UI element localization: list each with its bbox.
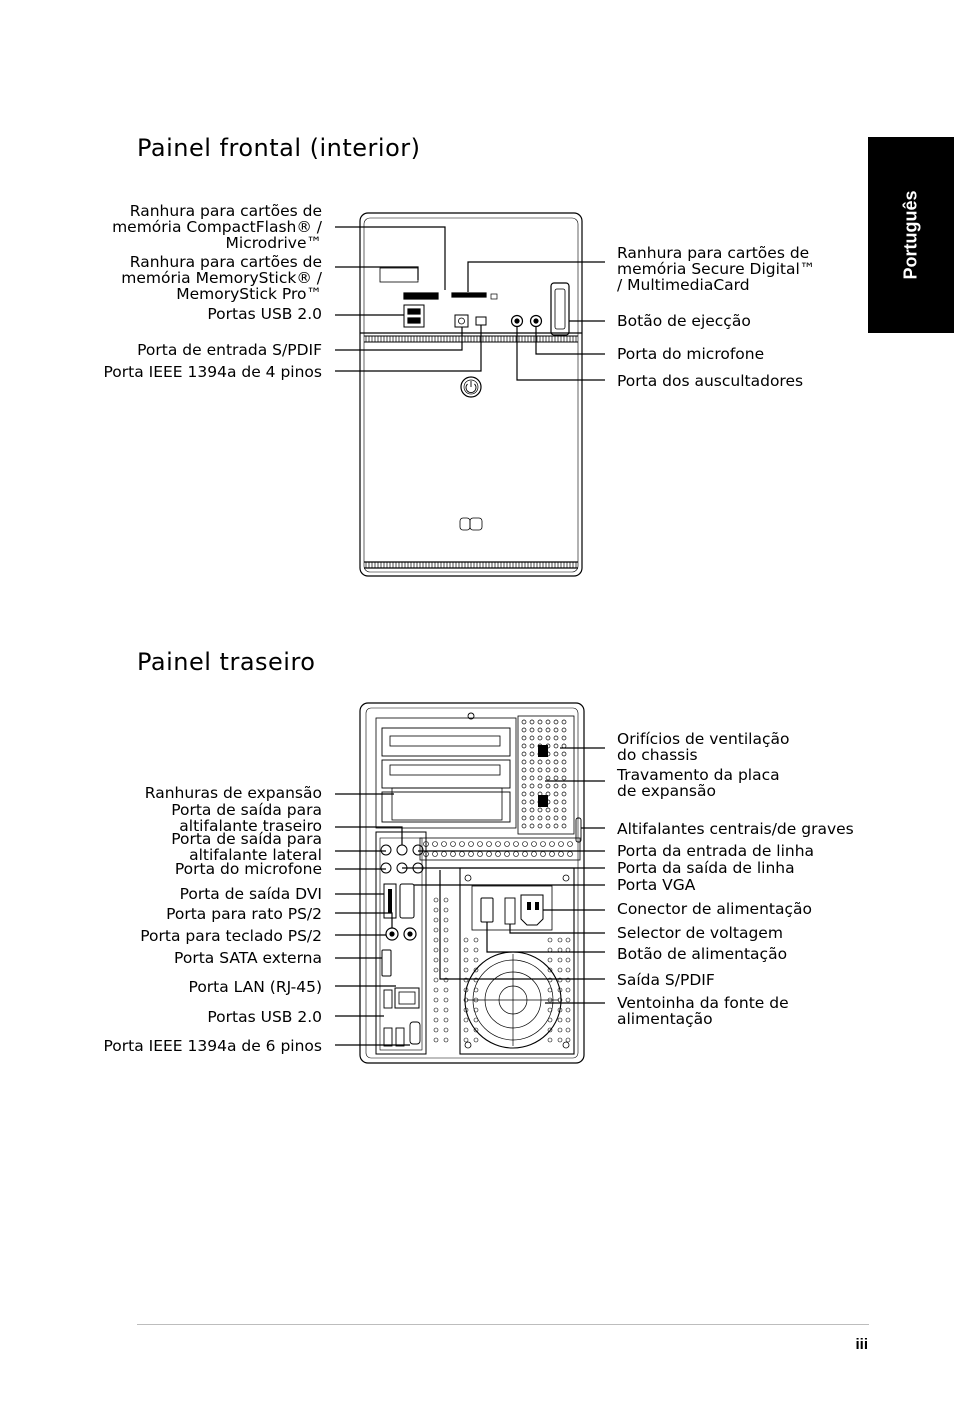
vent-hole — [530, 728, 534, 732]
vent-hole — [562, 800, 566, 804]
rear-label-line-out: Porta da saída de linha — [617, 859, 795, 877]
vent-hole — [487, 842, 492, 847]
vent-hole — [522, 816, 526, 820]
rear-label-voltage-selector: Selector de voltagem — [617, 924, 783, 942]
rear-label-side-speaker: Porta de saída para altifalante lateral — [171, 830, 322, 864]
vent-hole — [562, 752, 566, 756]
cf-slot-icon — [404, 293, 438, 299]
vent-hole — [474, 948, 478, 952]
vent-hole — [522, 808, 526, 812]
vent-hole — [522, 800, 526, 804]
vent-hole — [522, 760, 526, 764]
rear-label-power-connector: Conector de alimentação — [617, 900, 812, 918]
vent-hole — [566, 958, 570, 962]
vent-hole — [530, 800, 534, 804]
vent-hole — [562, 720, 566, 724]
rear-label-expansion-slots: Ranhuras de expansão — [144, 784, 322, 802]
vent-hole — [566, 998, 570, 1002]
footer-rule — [137, 1324, 869, 1325]
vent-hole — [546, 776, 550, 780]
vent-hole — [546, 736, 550, 740]
vent-hole — [541, 852, 546, 857]
vent-hole — [558, 1038, 562, 1042]
front-label-cf-slot: Ranhura para cartões de memória CompactFlash® / Microdrive™ — [112, 202, 322, 252]
vent-hole — [478, 852, 483, 857]
vent-hole — [546, 728, 550, 732]
vent-hole — [548, 1038, 552, 1042]
vent-hole — [474, 1038, 478, 1042]
rear-label-usb: Portas USB 2.0 — [207, 1008, 322, 1026]
front-label-ieee-4pin: Porta IEEE 1394a de 4 pinos — [103, 363, 322, 381]
vent-hole — [451, 852, 456, 857]
vent-hole — [434, 1008, 438, 1012]
vent-hole — [442, 852, 447, 857]
vent-hole — [562, 824, 566, 828]
vent-hole — [444, 1028, 448, 1032]
vent-hole — [558, 968, 562, 972]
vent-hole — [442, 842, 447, 847]
vent-hole — [548, 938, 552, 942]
language-tab-label: Português — [900, 190, 921, 280]
vent-hole — [538, 784, 542, 788]
vent-hole — [478, 842, 483, 847]
vent-hole — [566, 1018, 570, 1022]
rear-label-ps2-keyboard: Porta para teclado PS/2 — [140, 927, 322, 945]
front-usb-icon — [408, 309, 420, 314]
vent-hole — [546, 824, 550, 828]
vent-hole — [460, 842, 465, 847]
vent-hole — [522, 776, 526, 780]
vent-hole — [444, 998, 448, 1002]
vent-hole — [566, 988, 570, 992]
vent-hole — [538, 736, 542, 740]
vent-hole — [530, 768, 534, 772]
vent-hole — [554, 816, 558, 820]
rear-label-ps2-mouse: Porta para rato PS/2 — [166, 905, 322, 923]
vent-hole — [546, 768, 550, 772]
vent-hole — [522, 744, 526, 748]
rear-label-esata: Porta SATA externa — [174, 949, 322, 967]
vent-hole — [434, 898, 438, 902]
rear-label-mic: Porta do microfone — [174, 860, 322, 878]
vent-hole — [460, 852, 465, 857]
vent-hole — [434, 988, 438, 992]
vent-hole — [568, 842, 573, 847]
vent-hole — [530, 816, 534, 820]
vent-hole — [530, 792, 534, 796]
vent-hole — [522, 792, 526, 796]
front-leader-lines — [335, 227, 605, 380]
rear-panel-drawing — [360, 703, 584, 1063]
vent-hole — [514, 842, 519, 847]
page-number: iii — [855, 1336, 868, 1353]
vent-hole — [530, 808, 534, 812]
vent-hole — [434, 968, 438, 972]
vent-hole — [434, 1028, 438, 1032]
vent-hole — [434, 948, 438, 952]
vent-hole — [505, 852, 510, 857]
vent-hole — [554, 728, 558, 732]
vent-hole — [538, 808, 542, 812]
vent-hole — [474, 1018, 478, 1022]
vent-hole — [546, 720, 550, 724]
vent-hole — [522, 824, 526, 828]
vent-hole — [444, 898, 448, 902]
vent-hole — [530, 744, 534, 748]
vent-hole — [541, 842, 546, 847]
rear-label-ieee-6pin: Porta IEEE 1394a de 6 pinos — [103, 1037, 322, 1055]
rear-label-center-sub: Altifalantes centrais/de graves — [617, 820, 854, 838]
front-label-headphone: Porta dos auscultadores — [617, 372, 804, 390]
vent-hole — [546, 808, 550, 812]
rear-panel-title: Painel traseiro — [137, 648, 316, 676]
vent-hole — [444, 918, 448, 922]
vent-hole — [530, 824, 534, 828]
vent-hole — [559, 842, 564, 847]
vent-hole — [451, 842, 456, 847]
vent-hole — [469, 842, 474, 847]
vent-hole — [562, 776, 566, 780]
rear-label-line-in: Porta da entrada de linha — [617, 842, 815, 860]
vent-hole — [444, 988, 448, 992]
vent-hole — [523, 842, 528, 847]
vent-hole — [464, 1028, 468, 1032]
rear-label-spdif-out: Saída S/PDIF — [617, 971, 715, 989]
vent-hole — [444, 908, 448, 912]
vent-hole — [496, 852, 501, 857]
vent-hole — [434, 928, 438, 932]
vent-hole — [522, 784, 526, 788]
front-label-eject: Botão de ejecção — [617, 312, 751, 330]
vent-hole — [496, 842, 501, 847]
vent-hole — [532, 852, 537, 857]
front-label-usb: Portas USB 2.0 — [207, 305, 322, 323]
vent-hole — [550, 852, 555, 857]
vent-hole — [562, 760, 566, 764]
vent-hole — [566, 1028, 570, 1032]
vent-hole — [548, 958, 552, 962]
vent-hole — [562, 816, 566, 820]
vent-hole — [538, 768, 542, 772]
rear-label-lan: Porta LAN (RJ-45) — [188, 978, 322, 996]
vent-hole — [566, 1038, 570, 1042]
vent-hole — [505, 842, 510, 847]
vent-hole — [469, 852, 474, 857]
front-panel-title: Painel frontal (interior) — [137, 134, 421, 162]
vent-hole — [434, 958, 438, 962]
vent-hole — [566, 938, 570, 942]
vent-hole — [444, 1018, 448, 1022]
rear-label-power-button: Botão de alimentação — [617, 945, 788, 963]
vent-hole — [538, 776, 542, 780]
vent-hole — [530, 760, 534, 764]
vent-hole — [444, 938, 448, 942]
vent-hole — [538, 720, 542, 724]
vent-hole — [464, 938, 468, 942]
vent-hole — [444, 928, 448, 932]
vent-hole — [554, 768, 558, 772]
vent-hole — [522, 720, 526, 724]
vent-hole — [554, 792, 558, 796]
rear-label-vents: Orifícios de ventilação do chassis — [617, 730, 790, 764]
vent-hole — [554, 808, 558, 812]
vent-hole — [562, 784, 566, 788]
vent-hole — [562, 808, 566, 812]
vent-hole — [562, 728, 566, 732]
vent-hole — [568, 852, 573, 857]
vent-hole — [434, 938, 438, 942]
vent-hole — [433, 842, 438, 847]
rear-label-rear-speaker: Porta de saída para altifalante traseiro — [171, 801, 322, 835]
vent-hole — [558, 1018, 562, 1022]
vent-hole — [444, 958, 448, 962]
vent-hole — [554, 736, 558, 740]
rear-label-vga: Porta VGA — [617, 876, 696, 894]
ms-slot-icon — [452, 293, 486, 297]
vent-hole — [487, 852, 492, 857]
vent-hole — [433, 852, 438, 857]
vent-hole — [566, 968, 570, 972]
vent-hole — [444, 1038, 448, 1042]
vent-hole — [566, 1008, 570, 1012]
vent-hole — [550, 842, 555, 847]
vent-hole — [554, 784, 558, 788]
vent-hole — [538, 816, 542, 820]
front-label-mic: Porta do microfone — [617, 345, 765, 363]
vent-hole — [554, 760, 558, 764]
vent-hole — [474, 958, 478, 962]
vent-hole — [554, 824, 558, 828]
vent-hole — [559, 852, 564, 857]
vent-hole — [530, 736, 534, 740]
vent-hole — [434, 1038, 438, 1042]
vent-hole — [434, 1018, 438, 1022]
vent-hole — [464, 1038, 468, 1042]
vent-hole — [522, 736, 526, 740]
vent-hole — [444, 1008, 448, 1012]
vent-hole — [444, 948, 448, 952]
front-label-ms-slot: Ranhura para cartões de memória MemoryStick® / MemoryStick Pro™ — [121, 253, 322, 303]
vent-hole — [464, 958, 468, 962]
vent-hole — [562, 736, 566, 740]
vent-hole — [434, 908, 438, 912]
vent-hole — [522, 768, 526, 772]
vent-hole — [522, 752, 526, 756]
vent-hole — [434, 918, 438, 922]
vent-hole — [548, 1018, 552, 1022]
vent-hole — [562, 792, 566, 796]
vent-hole — [474, 938, 478, 942]
vent-hole — [464, 1018, 468, 1022]
rear-label-card-lock: Travamento da placa de expansão — [617, 766, 780, 800]
vent-hole — [554, 800, 558, 804]
vent-hole — [558, 958, 562, 962]
vent-hole — [554, 744, 558, 748]
vent-hole — [546, 760, 550, 764]
vent-hole — [554, 776, 558, 780]
vent-hole — [562, 768, 566, 772]
rear-label-psu-fan: Ventoinha da fonte de alimentação — [617, 994, 789, 1028]
vent-hole — [554, 752, 558, 756]
vent-hole — [464, 968, 468, 972]
vent-hole — [532, 842, 537, 847]
rear-label-dvi: Porta de saída DVI — [179, 885, 322, 903]
vent-hole — [538, 760, 542, 764]
vent-hole — [530, 720, 534, 724]
vent-hole — [522, 728, 526, 732]
vent-hole — [530, 752, 534, 756]
vent-hole — [444, 968, 448, 972]
front-label-spdif-in: Porta de entrada S/PDIF — [137, 341, 322, 359]
vent-hole — [434, 978, 438, 982]
vent-hole — [546, 816, 550, 820]
vent-hole — [523, 852, 528, 857]
vent-hole — [538, 728, 542, 732]
vent-hole — [530, 784, 534, 788]
vent-hole — [558, 1028, 562, 1032]
front-label-sd-slot: Ranhura para cartões de memória Secure Digital™ / MultimediaCard — [617, 244, 816, 294]
vent-hole — [554, 720, 558, 724]
vent-hole — [514, 852, 519, 857]
vent-hole — [558, 938, 562, 942]
vent-hole — [530, 776, 534, 780]
vent-hole — [538, 824, 542, 828]
vent-hole — [546, 784, 550, 788]
vent-hole — [434, 998, 438, 1002]
vent-hole — [464, 948, 468, 952]
